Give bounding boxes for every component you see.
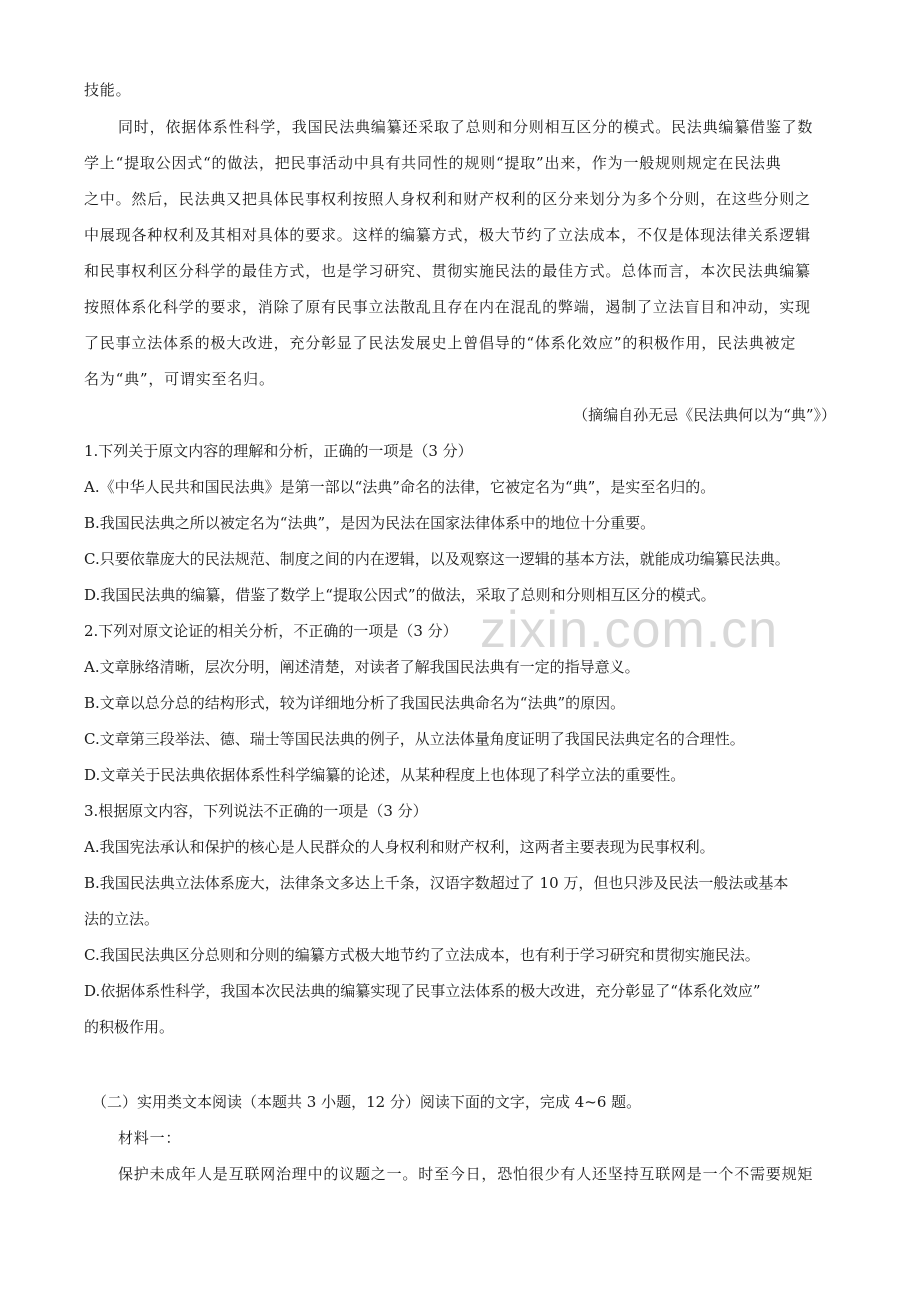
question-2-option-b: B.文章以总分总的结构形式，较为详细地分析了我国民法典命名为“法典”的原因。 <box>84 694 626 712</box>
paragraph-line: 按照体系化科学的要求，消除了原有民事立法散乱且存在内在混乱的弊端，遏制了立法盲目和冲动，实现 <box>84 298 811 316</box>
question-3-option-b: B.我国民法典立法体系庞大，法律条文多达上千条，汉语字数超过了 10 万，但也只涉及民法一般法或基本 <box>84 874 789 892</box>
question-1-option-d: D.我国民法典的编纂，借鉴了数学上“提取公因式”的做法，采取了总则和分则相互区分的模式。 <box>84 586 716 604</box>
paragraph-end: 技能。 <box>84 81 132 99</box>
paragraph-line: 学上“提取公因式“的做法，把民事活动中具有共同性的规则“提取”出来，作为一般规则规定在民法典 <box>84 154 782 172</box>
question-1-option-c: C.只要依靠庞大的民法规范、制度之间的内在逻辑，以及观察这一逻辑的基本方法，就能成功编纂民法典。 <box>84 550 790 568</box>
question-3-option-d-cont: 的积极作用。 <box>84 1018 175 1036</box>
question-3-option-b-cont: 法的立法。 <box>84 910 160 928</box>
paragraph-line: 之中。然后，民法典又把具体民事权利按照人身权利和财产权利的区分来划分为多个分则，在这些分则之 <box>84 190 811 208</box>
paragraph-line: 名为“典”，可谓实至名归。 <box>84 370 275 388</box>
section-heading: （二）实用类文本阅读（本题共 3 小题，12 分）阅读下面的文字，完成 4~6 题。 <box>92 1093 642 1111</box>
question-2-option-c: C.文章第三段举法、德、瑞士等国民法典的例子，从立法体量角度证明了我国民法典定名的合理性。 <box>84 730 745 748</box>
question-3-option-c: C.我国民法典区分总则和分则的编纂方式极大地节约了立法成本，也有利于学习研究和贯彻实施民法。 <box>84 946 760 964</box>
material-first-line: 保护未成年人是互联网治理中的议题之一。时至今日，恐怕很少有人还坚持互联网是一个不需要规矩 <box>118 1165 814 1183</box>
material-label: 材料一： <box>118 1129 182 1147</box>
source-citation: （摘编自孙无忌《民法典何以为“典”》） <box>573 406 836 424</box>
question-1-option-b: B.我国民法典之所以被定名为“法典”，是因为民法在国家法律体系中的地位十分重要。 <box>84 514 656 532</box>
paragraph-line: 同时，依据体系性科学，我国民法典编纂还采取了总则和分则相互区分的模式。民法典编纂借鉴了数 <box>118 118 814 136</box>
question-1-option-a: A.《中华人民共和国民法典》是第一部以“法典”命名的法律，它被定名为“典”，是实至名归的。 <box>84 478 716 496</box>
paragraph-line: 了民事立法体系的极大改进，充分彰显了民法发展史上曾倡导的“体系化效应”的积极作用，民法典被定 <box>84 334 797 352</box>
question-2-stem: 2.下列对原文论证的相关分析，不正确的一项是（3 分） <box>84 622 458 640</box>
question-3-option-d: D.依据体系性科学，我国本次民法典的编纂实现了民事立法体系的极大改进，充分彰显了“体系化效应” <box>84 982 761 1000</box>
question-3-stem: 3.根据原文内容，下列说法不正确的一项是（3 分） <box>84 802 428 820</box>
watermark: zixin.com.cn <box>480 601 779 659</box>
question-3-option-a: A.我国宪法承认和保护的核心是人民群众的人身权利和财产权利，这两者主要表现为民事权利。 <box>84 838 715 856</box>
question-2-option-d: D.文章关于民法典依据体系性科学编纂的论述，从某种程度上也体现了科学立法的重要性。 <box>84 766 686 784</box>
question-2-option-a: A.文章脉络清晰，层次分明，阐述清楚，对读者了解我国民法典有一定的指导意义。 <box>84 658 640 676</box>
paragraph-line: 中展现各种权利及其相对具体的要求。这样的编纂方式，极大节约了立法成本，不仅是体现法律关系逻辑 <box>84 226 811 244</box>
paragraph-line: 和民事权利区分科学的最佳方式，也是学习研究、贯彻实施民法的最佳方式。总体而言，本次民法典编纂 <box>84 262 811 280</box>
question-1-stem: 1.下列关于原文内容的理解和分析，正确的一项是（3 分） <box>84 442 473 460</box>
